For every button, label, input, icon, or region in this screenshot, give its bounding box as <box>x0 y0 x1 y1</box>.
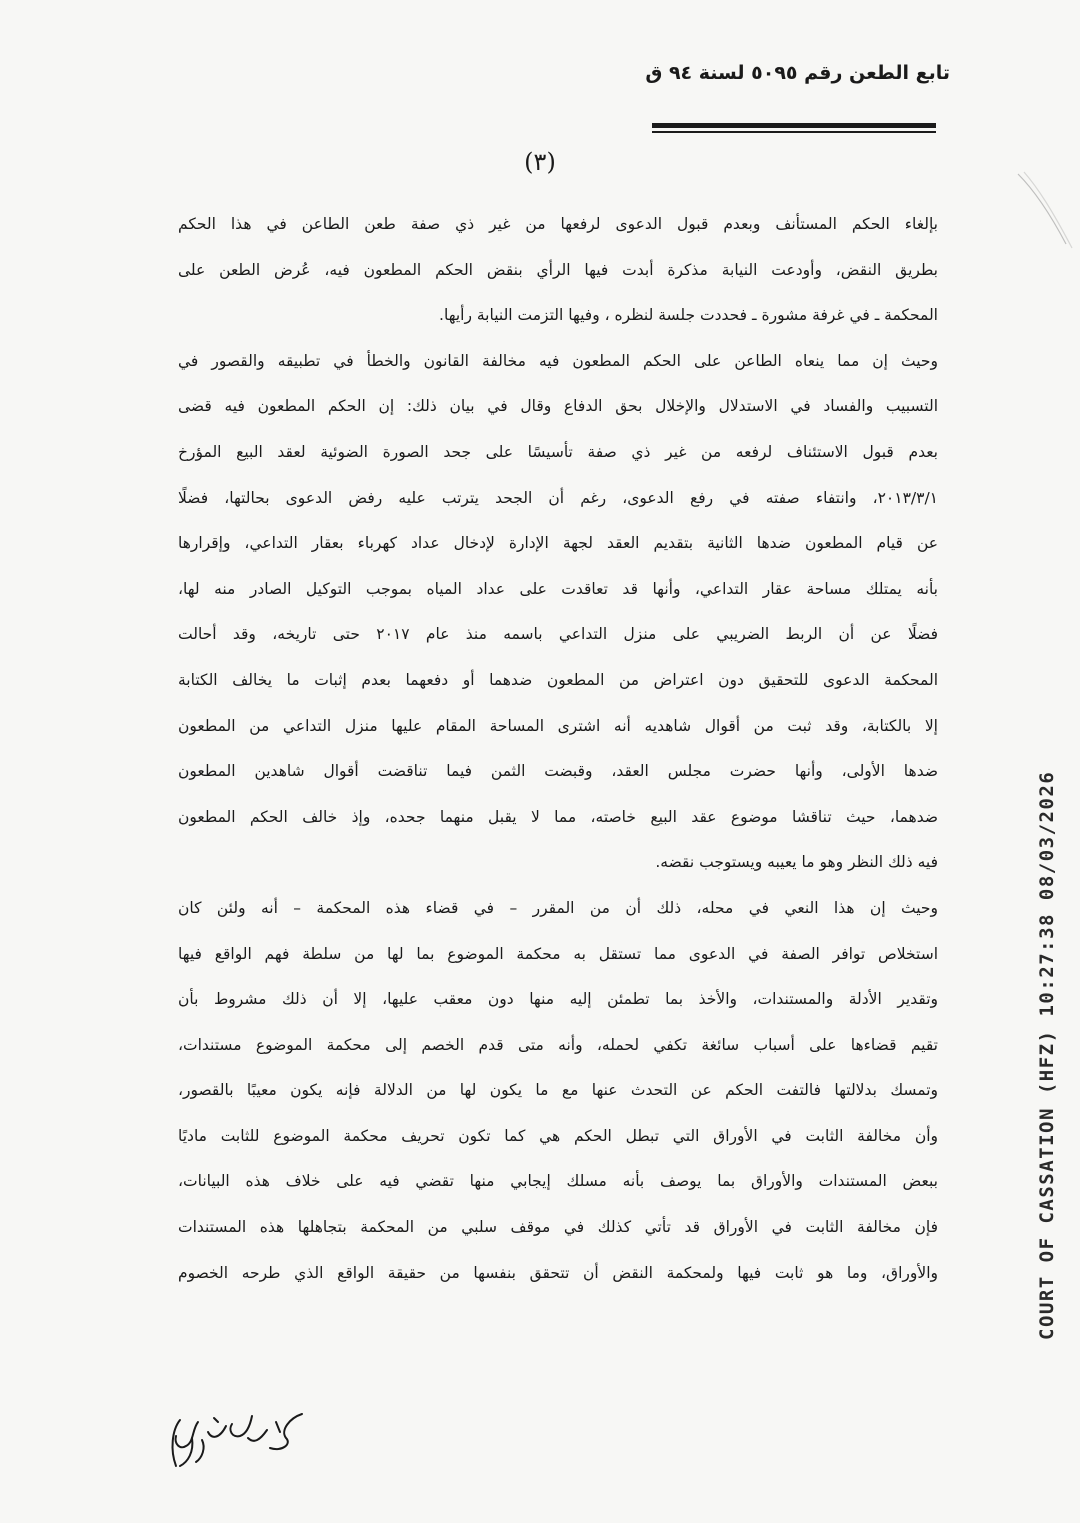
body-line: عن قيام المطعون ضدها الثانية بتقديم العقد لجهة الإدارة لإدخال عداد كهرباء بعقار التداعي، وإقرارها <box>178 534 938 553</box>
body-line: استخلاص توافر الصفة في الدعوى مما تستقل به محكمة الموضوع بما لها من سلطة فهم الواقع فيها <box>178 944 938 963</box>
body-line: ضدهما، حيث تناقشا موضوع عقد البيع خاصته، مما لا يقبل منهما جحده، وإذ خالف الحكم المطعون <box>178 807 938 826</box>
page-number: (٣) <box>524 148 556 176</box>
body-line: تقيم قضاءها على أسباب سائغة تكفي لحمله، وأنه متى قدم الخصم إلى محكمة الموضوع مستندات، <box>178 1035 938 1054</box>
header-rule-thin <box>652 131 936 133</box>
body-line: ببعض المستندات والأوراق بما يوصف بأنه مسلك إيجابي منها تقضي فيه على خلاف هذه البيانات، <box>178 1172 938 1191</box>
body-line: بطريق النقض، وأودعت النيابة مذكرة أبدت فيها الرأي بنقض الحكم المطعون فيه، عُرض الطعن على <box>178 260 938 279</box>
body-line: المحكمة ـ في غرفة مشورة ـ فحددت جلسة لنظره ، وفيها التزمت النيابة رأيها. <box>439 306 938 325</box>
body-line: بعدم قبول الاستئناف لرفعه من غير ذي صفة تأسيسًا على جحد الصورة الضوئية لعقد البيع المؤرخ <box>178 442 938 461</box>
body-line: وحيث إن مما ينعاه الطاعن على الحكم المطعون فيه مخالفة القانون والخطأ في تطبيقه والقصور في <box>178 351 938 370</box>
court-stamp: COURT OF CASSATION (HFZ) 10:27:38 08/03/2026 <box>1036 770 1058 1340</box>
body-line: المحكمة الدعوى للتحقيق دون اعتراض من المطعون ضدهما أو دفعهما بعدم إثبات ما يخالف الكتابة <box>178 670 938 689</box>
judgment-body <box>178 202 938 1296</box>
body-line: بإلغاء الحكم المستأنف وبعدم قبول الدعوى لرفعها من غير ذي صفة طعن الطاعن في هذا الحكم <box>178 215 938 233</box>
body-line: فضلًا عن أن الربط الضريبي على منزل التداعي باسمه منذ عام ٢٠١٧ حتى تاريخه، وقد أحالت <box>178 625 938 644</box>
body-line: وحيث إن هذا النعي في محله، ذلك أن من المقرر – في قضاء هذه المحكمة – أنه ولئن كان <box>178 898 938 917</box>
body-line: وتمسك بدلالتها فالتفت الحكم عن التحدث عنها مع ما يكون لها من الدلالة فإنه يكون معيبًا بالقصور، <box>178 1081 938 1100</box>
case-header: تابع الطعن رقم ٥٠٩٥ لسنة ٩٤ ق <box>645 62 950 84</box>
scan-artifact <box>1016 170 1076 250</box>
body-line: فيه ذلك النظر وهو ما يعيبه ويستوجب نقضه. <box>655 853 938 872</box>
body-line: بأنه يمتلك مساحة عقار التداعي، وأنها قد تعاقدت على عداد المياه بموجب التوكيل الصادر منه لها، <box>178 579 938 598</box>
handwritten-signature <box>162 1400 312 1475</box>
body-line: فإن مخالفة الثابت في الأوراق قد تأتي كذلك في موقف سلبي من المحكمة بتجاهلها هذه المستندات <box>178 1218 938 1237</box>
body-line: والأوراق، وما هو ثابت فيها ولمحكمة النقض أن تتحقق بنفسها من حقيقة الواقع الذي طرحه الخصوم <box>178 1263 938 1282</box>
body-line: ٢٠١٣/٣/١، وانتفاء صفته في رفع الدعوى، رغم أن الجحد يترتب عليه رفض الدعوى بحالتها، فضلًا <box>178 488 938 507</box>
body-line: التسبيب والفساد في الاستدلال والإخلال بحق الدفاع وقال في بيان ذلك: إن الحكم المطعون فيه قضى <box>178 397 938 416</box>
body-line: وتقدير الأدلة والمستندات، والأخذ بما تطمئن إليه منها دون معقب عليها، إلا أن ذلك مشروط بأن <box>178 990 938 1009</box>
body-line: وأن مخالفة الثابت في الأوراق التي تبطل الحكم هي كما تكون تحريف محكمة الموضوع للثابت ماديًا <box>178 1126 938 1145</box>
body-line: ضدها الأولى، وأنها حضرت مجلس العقد، وقبضت الثمن فيما تناقضت أقوال شاهدين المطعون <box>178 762 938 781</box>
body-line: إلا بالكتابة، وقد ثبت من أقوال شاهديه أنه اشترى المساحة المقام عليها منزل التداعي من المطعون <box>178 716 938 735</box>
header-rule-thick <box>652 123 936 128</box>
